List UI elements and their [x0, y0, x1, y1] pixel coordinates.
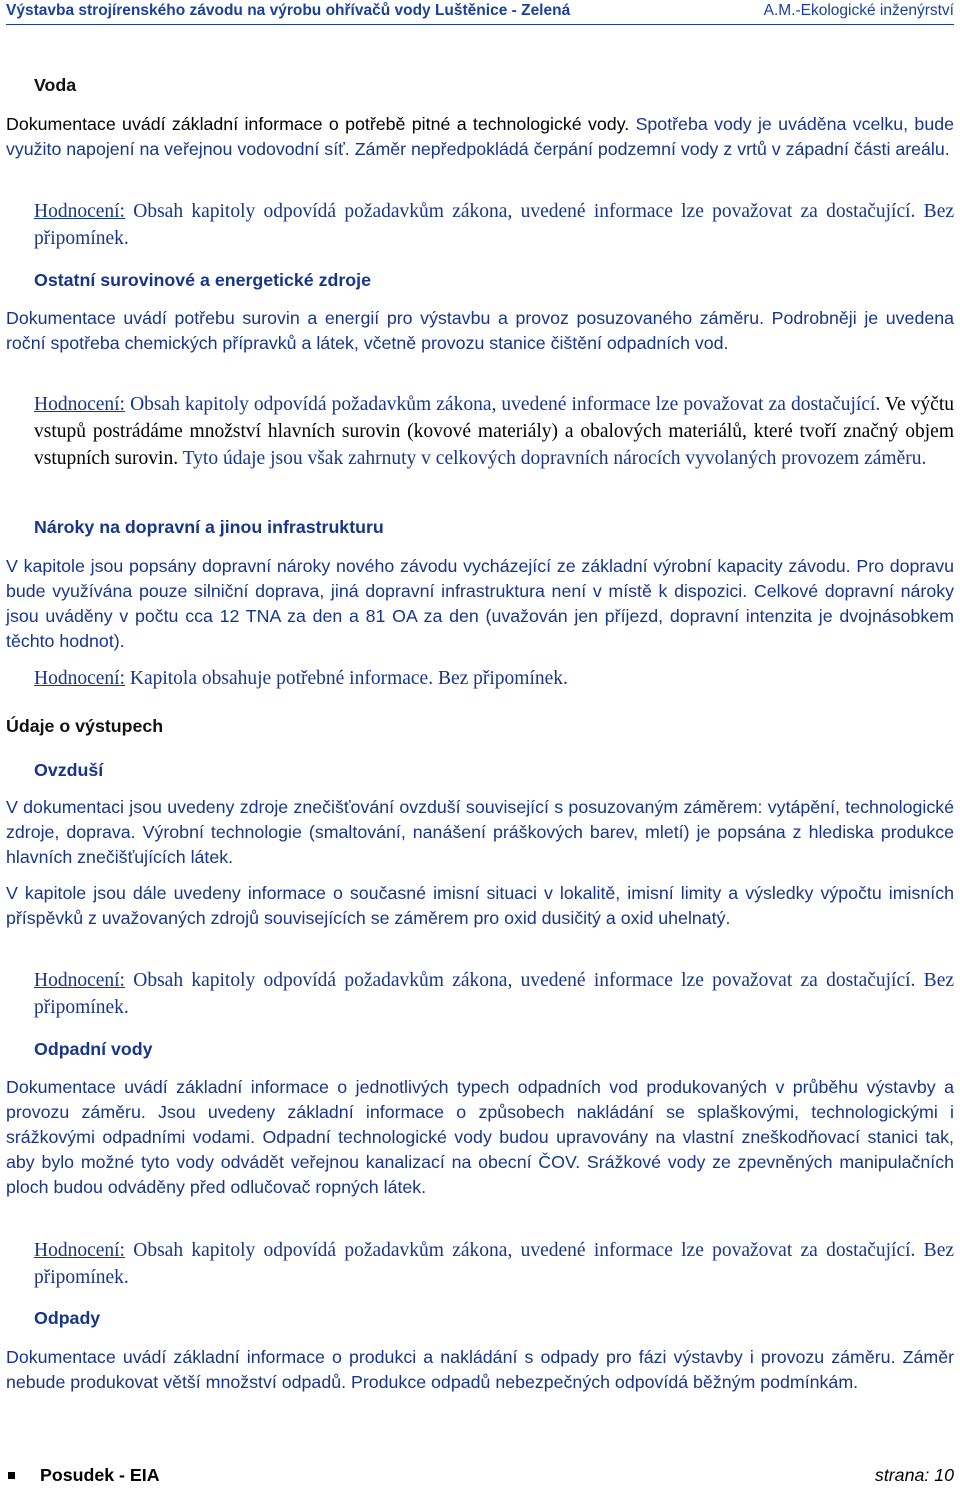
paragraph-ovzdusi-2: V kapitole jsou dále uvedeny informace o současné imisní situaci v lokalitě, imisní limity a výsledky výpočtu imisních příspěvků z uvažovaných zdrojů souvisejících se záměrem pro oxid dusičitý a oxid uhelnatý.: [6, 883, 954, 928]
paragraph-ostatni: [6, 306, 954, 356]
paragraph-ostatni-rest: Podrobněji je uvedena roční spotřeba chemických přípravků a látek, včetně provozu stanice čištění odpadních vod.: [6, 308, 955, 353]
evaluation-label: Hodnocení:: [34, 1240, 125, 1261]
section-heading-ovzdusi: Ovzduší: [34, 760, 104, 780]
evaluation-text: Obsah kapitoly odpovídá požadavkům zákona, uvedené informace lze považovat za dostačující. Bez připomínek.: [34, 970, 954, 1018]
evaluation-text: Kapitola obsahuje potřebné informace. Bez připomínek.: [129, 668, 568, 689]
page-number: strana: 10: [874, 1465, 954, 1485]
evaluation-text-blue: Obsah kapitoly odpovídá požadavkům zákona, uvedené informace lze považovat za dostačující.: [130, 394, 881, 415]
evaluation-text: Obsah kapitoly odpovídá požadavkům zákona, uvedené informace lze považovat za dostačující. Bez připomínek.: [34, 201, 954, 249]
paragraph-voda: [6, 112, 954, 162]
evaluation-ostatni: [34, 391, 954, 472]
section-heading-vystupy: Údaje o výstupech: [6, 716, 164, 736]
evaluation-label: Hodnocení:: [34, 394, 125, 415]
evaluation-voda: [34, 198, 954, 252]
document-title: Výstavba strojírenského závodu na výrobu ohřívačů vody Luštěnice - Zelená: [6, 2, 571, 19]
section-heading-voda: Voda: [34, 75, 77, 95]
evaluation-text-black: Ve výčtu vstupů postrádáme množství hlavních surovin (kovové materiály) a obalových materiálů, které tvoří značný objem vstupních surovin.: [34, 394, 954, 469]
evaluation-label: Hodnocení:: [34, 668, 125, 689]
evaluation-doprava: [34, 665, 954, 692]
footer-title: Posudek - EIA: [40, 1465, 160, 1485]
evaluation-label: Hodnocení:: [34, 970, 125, 991]
evaluation-text-end: Tyto údaje jsou však zahrnuty v celkových dopravních nárocích vyvolaných provozem záměru.: [182, 448, 927, 469]
paragraph-odpady: Dokumentace uvádí základní informace o produkci a nakládání s odpady pro fázi výstavby i provozu záměru. Záměr nebude produkovat větší množství odpadů. Produkce odpadů nebezpečných odpovídá běžným podmínkám.: [6, 1347, 954, 1392]
bullet-icon: [8, 1472, 15, 1479]
section-heading-doprava: Nároky na dopravní a jinou infrastrukturu: [34, 517, 384, 537]
page-header: [6, 0, 954, 25]
evaluation-odpadni-vody: [34, 1237, 954, 1291]
paragraph-doprava: V kapitole jsou popsány dopravní nároky nového závodu vycházející ze základní výrobní kapacity závodu. Pro dopravu bude využívána pouze silniční doprava, jiná dopravní infrastruktura není v místě k dispozici. Celkové dopravní nároky jsou uváděny v počtu cca 12 TNA za den a 81 OA za den (uvažován jen příjezd, dopravní intenzita je dvojnásobkem těchto hodnot).: [6, 556, 954, 651]
company-name: A.M.-Ekologické inženýrství: [763, 2, 954, 19]
paragraph-odpadni-vody: Dokumentace uvádí základní informace o jednotlivých typech odpadních vod produkovaných v průběhu výstavby a provozu záměru. Jsou uvedeny základní informace o způsobech nakládání se splaškovými, technologickými i srážkovými odpadními vodami. Odpadní technologické vody budou upravovány na vlastní zneškodňovací stanici tak, aby bylo možné tyto vody odvádět veřejnou kanalizací na obecní ČOV. Srážkové vody ze zpevněných manipulačních ploch budou odváděny před odlučovač ropných látek.: [6, 1077, 954, 1197]
section-heading-odpady: Odpady: [34, 1308, 101, 1328]
paragraph-ovzdusi-1: V dokumentaci jsou uvedeny zdroje znečišťování ovzduší související s posuzovaným záměrem: vytápění, technologické zdroje, doprava. Výrobní technologie (smaltování, nanášení práškových barev, mletí) je popsána z hlediska produkce hlavních znečišťujících látek.: [6, 797, 954, 867]
section-heading-odpadni-vody: Odpadní vody: [34, 1039, 153, 1059]
evaluation-ovzdusi: [34, 967, 954, 1021]
page-footer: [6, 1465, 954, 1489]
evaluation-text: Obsah kapitoly odpovídá požadavkům zákona, uvedené informace lze považovat za dostačující. Bez připomínek.: [34, 1240, 954, 1288]
paragraph-voda-blue: Spotřeba vody je uváděna vcelku, bude využito napojení na veřejnou vodovodní síť. Záměr nepředpokládá čerpání podzemní vody z vrtů v západní části areálu.: [6, 114, 954, 159]
evaluation-label: Hodnocení:: [34, 201, 125, 222]
paragraph-voda-black: Dokumentace uvádí základní informace o potřebě pitné a technologické vody.: [6, 114, 630, 134]
paragraph-ostatni-line1: Dokumentace uvádí potřebu surovin a energií pro výstavbu a provoz posuzovaného záměru.: [6, 308, 765, 328]
section-heading-ostatni: Ostatní surovinové a energetické zdroje: [34, 270, 371, 290]
